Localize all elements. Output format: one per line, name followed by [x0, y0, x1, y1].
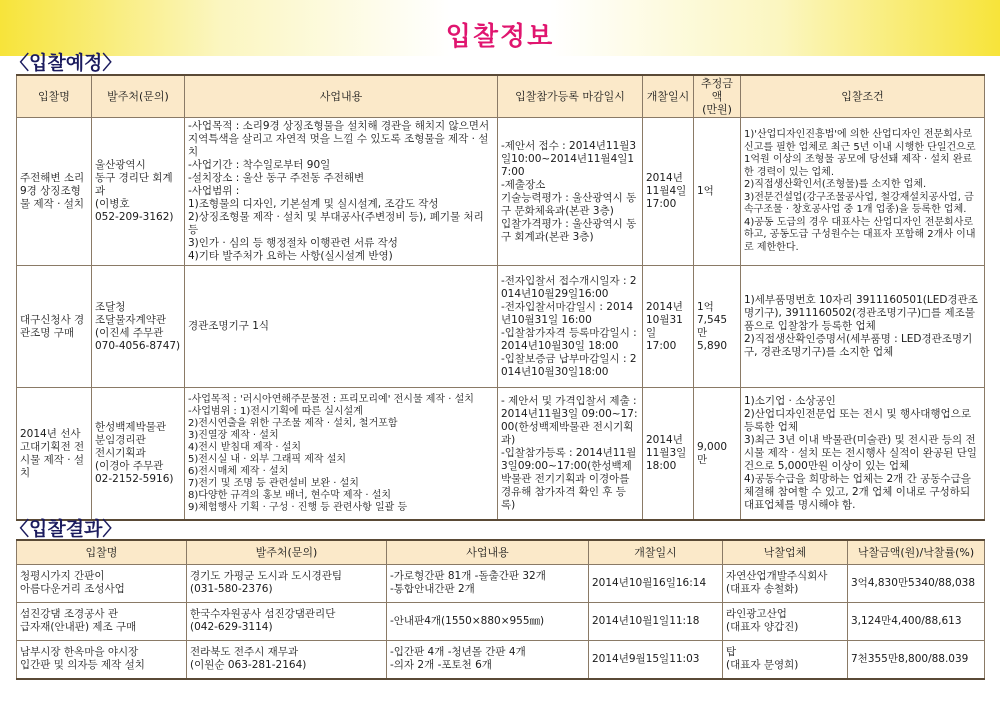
result-winner: 라인광고산업 (대표자 양갑진)	[723, 602, 848, 640]
result-name: 청평시가지 간판이 아름다운거리 조성사업	[17, 564, 187, 602]
result-amount: 3억4,830만5340/88,038	[848, 564, 985, 602]
result-client: 전라북도 전주시 재무과 (이원순 063-281-2164)	[187, 640, 387, 679]
result-amount: 7천355만8,800/88.039	[848, 640, 985, 679]
header-award-amount: 낙찰금액(원)/낙찰률(%)	[848, 540, 985, 564]
bid-opening: 2014년 11월3일 18:00	[643, 388, 694, 521]
result-winner: 자연산업개발주식회사 (대표자 송철화)	[723, 564, 848, 602]
header-winner: 낙찰업체	[723, 540, 848, 564]
planned-bids-table	[16, 74, 985, 521]
bid-results-table	[16, 539, 985, 680]
bid-conditions: 1)'산업디자인진흥법'에 의한 산업디자인 전문회사로 신고를 필한 업체로 최근 5년 이내 시행한 단일건으로 1억원 이상의 조형물 공모에 당선돼 제작 · 설치 완료한 경력이 있는 업체. 2)직접생산확인서(조형물)를 소지한 업체. 3)전문건설업(강구조물공사업, 철강재설치공사업, 금속구조물 · 창호공사업 중 1개 업종)을 등록한 업체. 4)공동 도급의 경우 대표사는 산업디자인 전문회사로 하고, 공동도급 구성원수는 대표자 포함해 2개사 이내로 제한한다.	[741, 118, 985, 266]
results-heading: 〈입찰결과〉	[10, 518, 122, 540]
header-conditions: 입찰조건	[741, 75, 985, 118]
table-row	[17, 640, 985, 679]
result-content: -입간판 4개 -청년몰 간판 4개 -의자 2개 -포토천 6개	[387, 640, 589, 679]
header-amount: 추정금액 (만원)	[694, 75, 741, 118]
bid-content: 경관조명기구 1식	[185, 266, 498, 388]
bid-client: 한성백제박물관 분임경리관 전시기획과 (이경아 주무관 02-2152-5916)	[92, 388, 185, 521]
table-row	[17, 118, 985, 266]
header-opening: 개찰일시	[643, 75, 694, 118]
header-client: 발주처(문의)	[92, 75, 185, 118]
result-opening: 2014년10월1일11:18	[589, 602, 723, 640]
table-row	[17, 564, 985, 602]
bid-name: 주전해변 소리9경 상징조형물 제작 · 설치	[17, 118, 92, 266]
page-title: 입찰정보	[445, 22, 555, 52]
result-client: 한국수자원공사 섬진강댐관리단 (042-629-3114)	[187, 602, 387, 640]
bid-client: 조달청 조달물자계약관 (이진세 주무관 070-4056-8747)	[92, 266, 185, 388]
header-content: 사업내용	[185, 75, 498, 118]
header-opening: 개찰일시	[589, 540, 723, 564]
header-bid-name: 입찰명	[17, 540, 187, 564]
bid-amount: 9,000만	[694, 388, 741, 521]
result-content: -안내판4개(1550×880×955㎜)	[387, 602, 589, 640]
bid-client: 울산광역시 동구 경리단 회계과 (이병호 052-209-3162)	[92, 118, 185, 266]
header-content: 사업내용	[387, 540, 589, 564]
table-row	[17, 602, 985, 640]
bid-deadline: - 제안서 및 가격입찰서 제출 : 2014년11월3일 09:00~17:00(한성백제박물관 전시기획과) -입찰참가등록 : 2014년11월3일09:00~17:00(한성백제박물관 전기기획과 이경아를 경유해 참가자격 확인 후 등록)	[498, 388, 643, 521]
result-opening: 2014년10월16일16:14	[589, 564, 723, 602]
bid-amount: 1억	[694, 118, 741, 266]
header-deadline: 입찰참가등록 마감일시	[498, 75, 643, 118]
result-opening: 2014년9월15일11:03	[589, 640, 723, 679]
bid-opening: 2014년 10월31일 17:00	[643, 266, 694, 388]
bid-deadline: -제안서 접수 : 2014년11월3일10:00~2014년11월4일17:00 -제출장소 기술능력평가 : 울산광역시 동구 문화체육과(본관 3층) 입찰가격평가 : 울산광역시 동구 회계과(본관 3층)	[498, 118, 643, 266]
result-amount: 3,124만4,400/88,613	[848, 602, 985, 640]
bid-deadline: -전자입찰서 접수개시일자 : 2014년10월29일16:00 -전자입찰서마감일시 : 2014년10월31일 16:00 -입찰참가자격 등록마감일시 : 2014년10월30일 18:00 -입찰보증금 납부마감일시 : 2014년10월30일18:00	[498, 266, 643, 388]
table-row	[17, 266, 985, 388]
result-client: 경기도 가평군 도시과 도시경관팀 (031-580-2376)	[187, 564, 387, 602]
table-row	[17, 388, 985, 521]
bid-conditions: 1)세부품명번호 10자리 3911160501(LED경관조명기구), 3911160502(경관조명기구)□를 제조물품으로 입찰참가 등록한 업체 2)직접생산확인증명서(세부품명 : LED경관조명기구, 경관조명기구)를 소지한 업체	[741, 266, 985, 388]
bid-amount: 1억 7,545만 5,890	[694, 266, 741, 388]
result-winner: 탑 (대표자 문영희)	[723, 640, 848, 679]
result-name: 섬진강댐 조경공사 관 급자재(안내판) 제조 구매	[17, 602, 187, 640]
result-name: 남부시장 한옥마을 야시장 입간판 및 의자등 제작 설치	[17, 640, 187, 679]
bid-name: 대구신청사 경관조명 구매	[17, 266, 92, 388]
bid-content: -사업목적 : '러시아연해주문물전 : 프리모리예' 전시물 제작 · 설치 -사업범위 : 1)전시기획에 따른 실시설계 2)전시연출을 위한 구조물 제작 · 설치, 철거포함 3)진열장 제작 · 설치 4)전시 받침대 제작 · 설치 5)전시실 내 · 외부 그래픽 제작 설치 6)전시매체 제작 · 설치 7)전기 및 조명 등 관련설비 보완 · 설치 8)다양한 규격의 홍보 배너, 현수막 제작 · 설치 9)체험행사 기획 · 구성 · 진행 등 관련사항 일괄 등	[185, 388, 498, 521]
header-client: 발주처(문의)	[187, 540, 387, 564]
bid-content: -사업목적 : 소리9경 상징조형물을 설치해 경관을 해치지 않으면서 지역특색을 살리고 자연적 멋을 느낄 수 있도록 조형물을 제작 · 설치 -사업기간 : 착수일로부터 90일 -설치장소 : 울산 동구 주전동 주전해변 -사업범위 : 1)조형물의 디자인, 기본설계 및 실시설계, 조감도 작성 2)상징조형물 제작 · 설치 및 부대공사(주변정비 등), 폐기물 처리 등 3)인가 · 심의 등 행정절차 이행관련 서류 작성 4)기타 발주처가 요하는 사항(실시설계 반영)	[185, 118, 498, 266]
header-bid-name: 입찰명	[17, 75, 92, 118]
result-content: -가로형간판 81개 -돌출간판 32개 -통합안내간판 2개	[387, 564, 589, 602]
bid-conditions: 1)소기업 · 소상공인 2)산업디자인전문업 또는 전시 및 행사대행업으로 등록한 업체 3)최근 3년 이내 박물관(미술관) 및 전시관 등의 전시물 제작 · 설치 또는 전시행사 실적이 완공된 단일건으로 5,000만원 이상이 있는 업체 4)공동수급을 희망하는 업체는 2개 간 공동수급을 체결해 참여할 수 있고, 2개 업체 이내로 구성하되 대표업체를 명시해야 함.	[741, 388, 985, 521]
bid-name: 2014년 선사고대기획전 전시물 제작 · 설치	[17, 388, 92, 521]
planned-heading: 〈입찰예정〉	[10, 52, 122, 74]
bid-opening: 2014년 11월4일 17:00	[643, 118, 694, 266]
